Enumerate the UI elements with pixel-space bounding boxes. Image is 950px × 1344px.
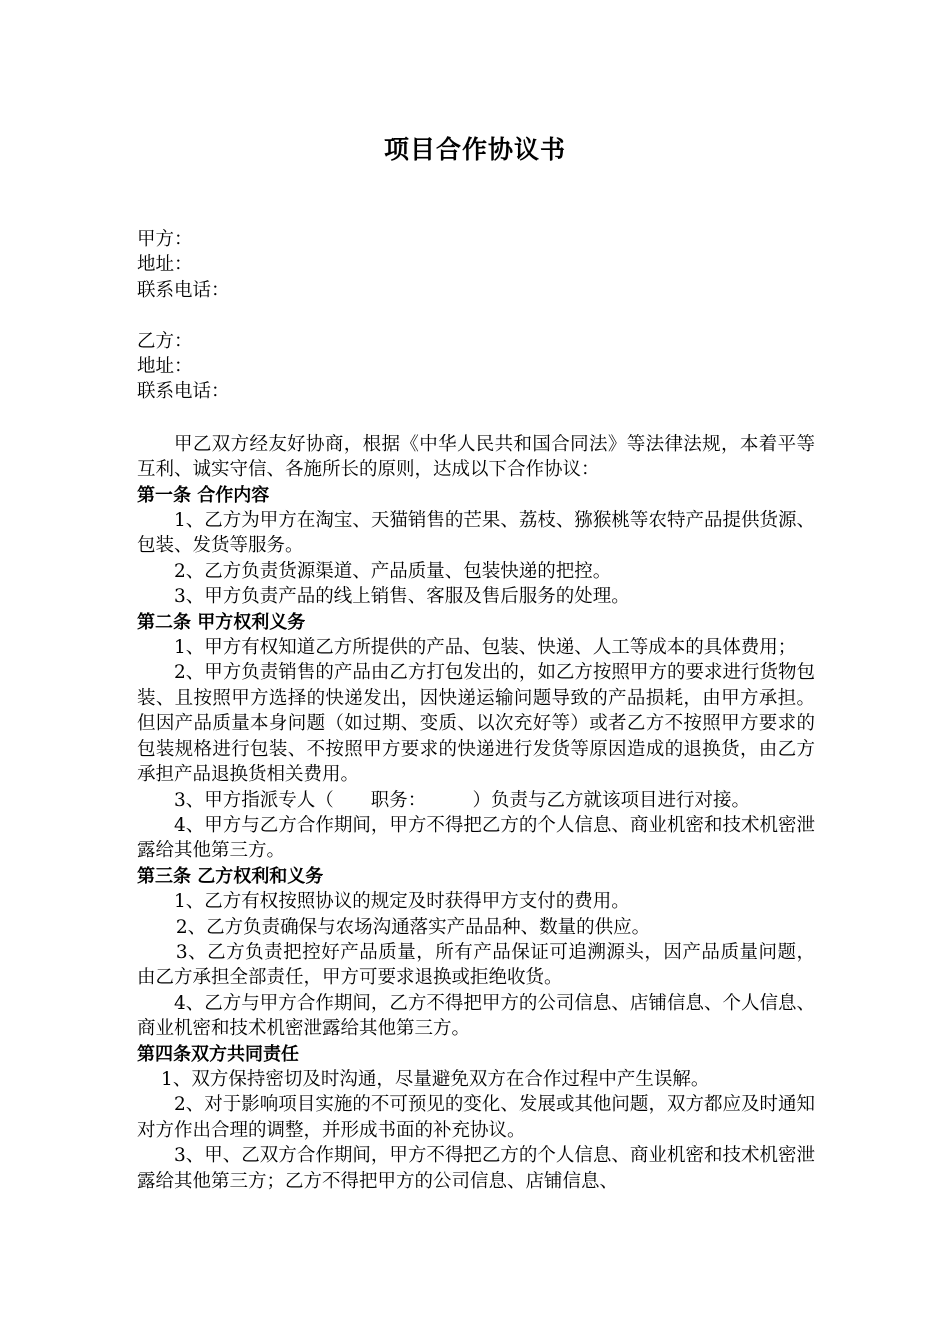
article-4-item: 2、对于影响项目实施的不可预见的变化、发展或其他问题，双方都应及时通知对方作出合理的调整，并形成书面的补充协议。 <box>137 1094 815 1141</box>
party-a-address: 地址： <box>137 254 193 276</box>
article-1-heading: 第一条 合作内容 <box>137 484 270 506</box>
article-3-item: 3、乙方负责把控好产品质量，所有产品保证可追溯源头，因产品质量问题，由乙方承担全部责任，甲方可要求退换或拒绝收货。 <box>137 941 815 989</box>
article-4-item: 3、甲、乙双方合作期间，甲方不得把乙方的个人信息、商业机密和技术机密泄露给其他第三方；乙方不得把甲方的公司信息、店铺信息、 <box>137 1145 815 1192</box>
article-1-item: 2、乙方负责货源渠道、产品质量、包装快递的把控。 <box>174 560 612 582</box>
article-4-heading: 第四条双方共同责任 <box>137 1043 299 1065</box>
article-2-item: 2、甲方负责销售的产品由乙方打包发出的，如乙方按照甲方的要求进行货物包装、且按照甲方选择的快递发出，因快递运输问题导致的产品损耗，由甲方承担。但因产品质量本身问题（如过期、变质、以次充好等）或者乙方不按照甲方要求的包装规格进行包装、不按照甲方要求的快递进行发货等原因造成的退换货，由乙方承担产品退换货相关费用。 <box>137 662 815 786</box>
party-b-label: 乙方： <box>137 330 193 352</box>
article-2-item: 4、甲方与乙方合作期间，甲方不得把乙方的个人信息、商业机密和技术机密泄露给其他第三方。 <box>137 814 815 862</box>
article-1-item: 3、甲方负责产品的线上销售、客服及售后服务的处理。 <box>174 586 630 608</box>
article-3-heading: 第三条 乙方权利和义务 <box>137 865 324 887</box>
party-a-label: 甲方： <box>137 229 193 250</box>
article-1-item: 1、乙方为甲方在淘宝、天猫销售的芒果、荔枝、猕猴桃等农特产品提供货源、包装、发货等服务。 <box>137 510 815 557</box>
party-a-phone: 联系电话： <box>137 279 230 301</box>
article-4-item: 1、双方保持密切及时沟通，尽量避免双方在合作过程中产生误解。 <box>161 1068 710 1090</box>
party-b-address: 地址： <box>137 356 193 378</box>
blank-line <box>137 303 815 328</box>
article-3-item: 2、乙方负责确保与农场沟通落实产品品种、数量的供应。 <box>175 916 651 938</box>
article-2-heading: 第二条 甲方权利义务 <box>137 611 306 633</box>
blank-line <box>137 405 815 432</box>
article-3-item: 4、乙方与甲方合作期间，乙方不得把甲方的公司信息、店铺信息、个人信息、商业机密和技术机密泄露给其他第三方。 <box>137 992 815 1040</box>
article-3-item: 1、乙方有权按照协议的规定及时获得甲方支付的费用。 <box>174 891 630 913</box>
article-2-item: 1、甲方有权知道乙方所提供的产品、包装、快递、人工等成本的具体费用； <box>174 637 797 659</box>
document-title: 项目合作协议书 <box>383 135 566 164</box>
intro-paragraph: 甲乙双方经友好协商，根据《中华人民共和国合同法》等法律法规，本着平等互利、诚实守信、各施所长的原则，达成以下合作协议： <box>137 433 815 481</box>
party-b-phone: 联系电话： <box>137 381 230 403</box>
article-2-item: 3、甲方指派专人（ 职务： ）负责与乙方就该项目进行对接。 <box>174 789 751 811</box>
document-body <box>137 227 815 1194</box>
